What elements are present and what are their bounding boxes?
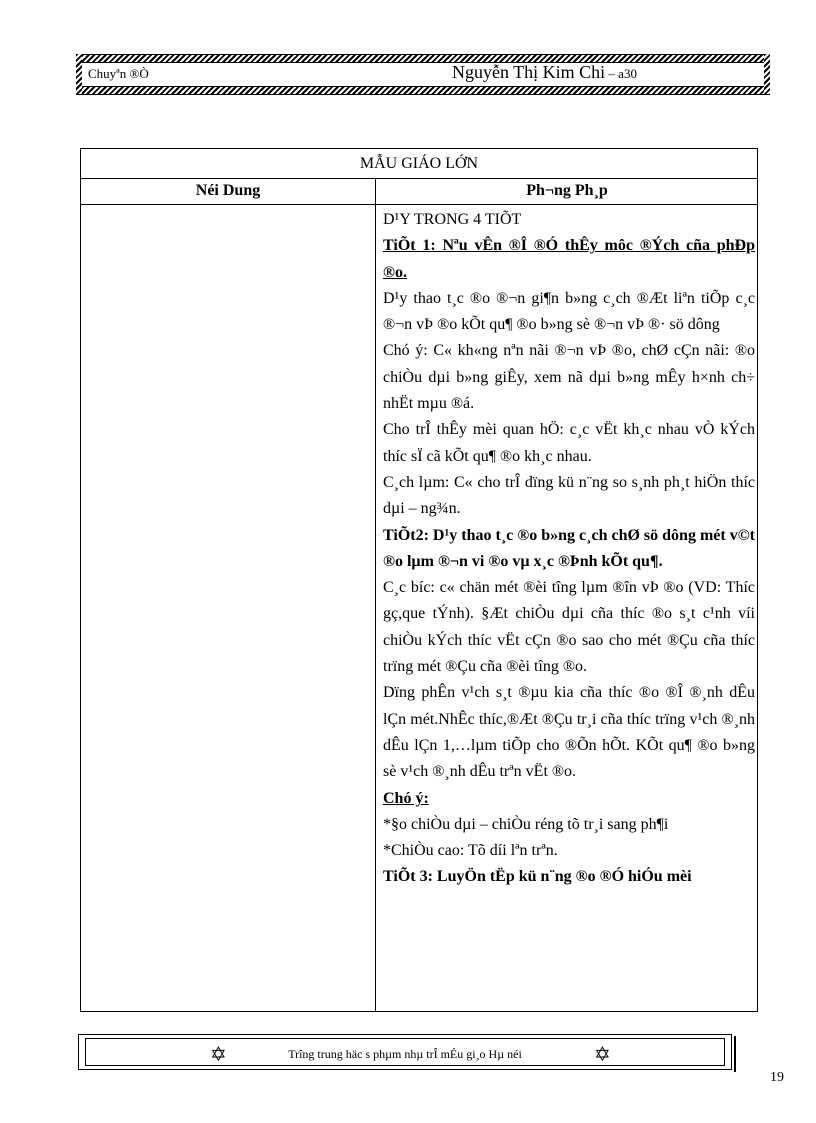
header-hatch-top: [76, 54, 770, 63]
header-right-text: [452, 62, 637, 83]
method-paragraph: Chó ý:: [383, 789, 429, 807]
method-paragraph: Chó ý: C« kh«ng nªn nãi ®¬n vÞ ®o, chØ cÇn nãi: ®o chiÒu dµi b»ng giÊy, xem nã dµi b»ng mÊy h×nh ch÷ nhËt mµu ®á.: [383, 342, 755, 413]
column-divider: [375, 178, 376, 1011]
content-table: [80, 148, 758, 1012]
method-paragraph: *§o chiÒu dµi – chiÒu réng tõ tr¸i sang ph¶i: [383, 815, 669, 833]
star-of-david-icon-left: ✡: [210, 1044, 227, 1066]
method-paragraph: D¹Y TRONG 4 TIÕT: [383, 211, 522, 228]
method-paragraph: TiÕt 3: LuyÖn tËp kü n¨ng ®o ®Ó hiÓu mèi: [383, 868, 692, 886]
page-number: 19: [770, 1070, 784, 1085]
footer-text: Trîng trung häc s phµm nhµ trÎ mÉu gi¸o Hµ néi: [288, 1047, 522, 1061]
header-hatch-bottom: [76, 86, 770, 95]
method-paragraph: D¹y thao t¸c ®o ®¬n gi¶n b»ng c¸ch ®Æt liªn tiÕp c¸c ®¬n vÞ ®o kÕt qu¶ ®o b»ng sè ®¬n vÞ ®· sö dông: [383, 289, 755, 334]
header-hatch-right: [764, 54, 770, 94]
header-left-text: Chuyªn ®Ò: [88, 66, 149, 81]
author-class: – a30: [605, 66, 637, 81]
col1-header: Néi Dung: [195, 182, 261, 199]
method-column: [383, 207, 755, 891]
method-paragraph: Cho trÎ thÊy mèi quan hÖ: c¸c vËt kh¸c nhau vÒ kÝch thíc sÏ cã kÕt qu¶ ®o kh¸c nhau.: [383, 421, 755, 465]
method-paragraph: C¸ch lµm: C« cho trÎ dïng kü n¨ng so s¸nh ph¸t hiÖn thíc dµi – ng¾n.: [383, 473, 755, 518]
method-paragraph: C¸c bíc: c« chän mét ®èi tîng lµm ®în vÞ ®o (VD: Thíc gç,que tÝnh). §Æt chiÒu dµi cña thíc ®o s¸t c¹nh víi chiÒu kÝch thíc vËt cÇn ®o sao cho mét ®Çu cña thíc trïng mét ®Çu cña ®èi tîng ®o.: [383, 579, 755, 676]
method-paragraph: TiÕt2: D¹y thao t¸c ®o b»ng c¸ch chØ sö dông mét v©t ®o lµm ®¬n vi ®o vµ x¸c ®Þnh kÕt qu¶.: [383, 526, 755, 570]
method-paragraph: *ChiÒu cao: Tõ díi lªn trªn.: [383, 842, 558, 860]
method-paragraph: Dïng phÊn v¹ch s¸t ®µu kia cña thíc ®o ®Î ®¸nh dÊu lÇn mét.NhÊc thíc,®Æt ®Çu tr¸i cña thíc trïng v¹ch ®¸nh dÊu lÇn 1,…lµm tiÕp cho ®Õn hÕt. KÕt qu¶ ®o b»ng sè v¹ch ®¸nh dÊu trªn vËt ®o.: [383, 684, 755, 781]
star-of-david-icon-right: ✡: [594, 1044, 611, 1066]
footer-inner-border: [85, 1038, 725, 1066]
footer-shadow: [734, 1036, 736, 1072]
table-header-row: [81, 178, 757, 205]
footer-box: [78, 1034, 732, 1070]
col2-header: Ph¬ng Ph¸p: [526, 182, 608, 199]
table-title: MẪU GIÁO LỚN: [81, 149, 757, 179]
method-paragraph: TiÕt 1: Nªu vÊn ®Î ®Ó thÊy môc ®Ých cña phÐp ®o.: [383, 237, 755, 281]
author-name: Nguyễn Thị Kim Chi: [452, 62, 606, 82]
header-hatch-left: [76, 54, 82, 94]
